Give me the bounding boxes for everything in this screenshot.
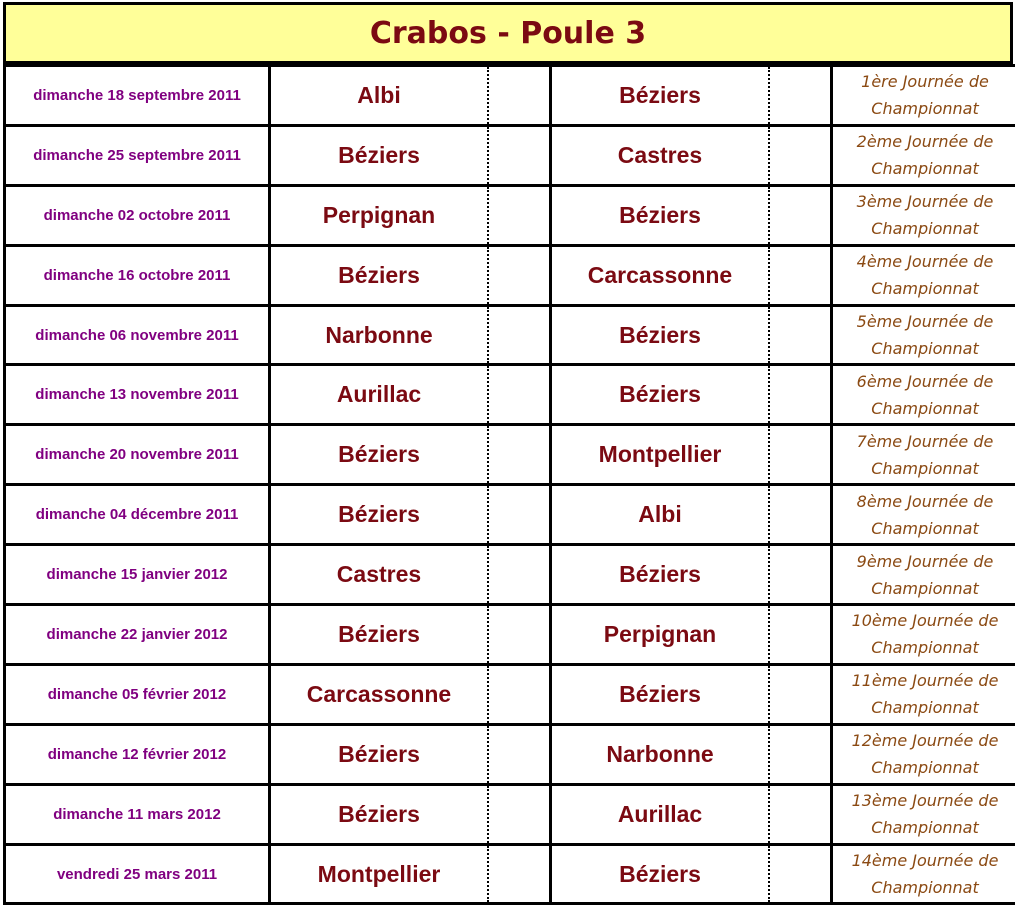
round-suffix: Championnat bbox=[871, 458, 979, 478]
round-number: 9ème Journée de bbox=[856, 551, 994, 571]
away-score-cell bbox=[769, 784, 832, 844]
round-suffix: Championnat bbox=[871, 818, 979, 838]
match-date: dimanche 15 janvier 2012 bbox=[5, 545, 270, 605]
table-row bbox=[5, 66, 1015, 126]
round-label bbox=[832, 125, 1015, 185]
table-row bbox=[5, 365, 1015, 425]
round-label bbox=[832, 605, 1015, 665]
match-date: dimanche 13 novembre 2011 bbox=[5, 365, 270, 425]
away-team: Castres bbox=[551, 125, 770, 185]
home-score-cell bbox=[488, 125, 551, 185]
away-score-cell bbox=[769, 185, 832, 245]
round-suffix: Championnat bbox=[871, 518, 979, 538]
match-date: dimanche 20 novembre 2011 bbox=[5, 425, 270, 485]
home-team: Béziers bbox=[270, 485, 489, 545]
table-row bbox=[5, 305, 1015, 365]
round-label bbox=[832, 245, 1015, 305]
away-team: Béziers bbox=[551, 185, 770, 245]
round-number: 11ème Journée de bbox=[851, 671, 999, 691]
home-team: Perpignan bbox=[270, 185, 489, 245]
schedule-table bbox=[3, 64, 1015, 905]
schedule-sheet bbox=[3, 2, 1013, 911]
away-team: Carcassonne bbox=[551, 245, 770, 305]
round-suffix: Championnat bbox=[871, 279, 979, 299]
page-title: Crabos - Poule 3 bbox=[3, 2, 1013, 64]
round-suffix: Championnat bbox=[871, 159, 979, 179]
home-score-cell bbox=[488, 784, 551, 844]
away-score-cell bbox=[769, 425, 832, 485]
round-label bbox=[832, 66, 1015, 126]
table-row bbox=[5, 485, 1015, 545]
match-date: dimanche 25 septembre 2011 bbox=[5, 125, 270, 185]
round-label bbox=[832, 664, 1015, 724]
home-score-cell bbox=[488, 66, 551, 126]
round-number: 5ème Journée de bbox=[856, 312, 994, 331]
round-label bbox=[832, 784, 1015, 844]
home-team: Béziers bbox=[270, 245, 489, 305]
home-score-cell bbox=[488, 305, 551, 365]
table-row bbox=[5, 664, 1015, 724]
home-team: Béziers bbox=[270, 425, 489, 485]
round-label bbox=[832, 545, 1015, 605]
match-date: dimanche 22 janvier 2012 bbox=[5, 605, 270, 665]
home-team: Castres bbox=[270, 545, 489, 605]
away-score-cell bbox=[769, 844, 832, 904]
away-score-cell bbox=[769, 125, 832, 185]
table-row bbox=[5, 844, 1015, 904]
round-suffix: Championnat bbox=[871, 578, 979, 598]
away-team: Béziers bbox=[551, 664, 770, 724]
home-team: Béziers bbox=[270, 784, 489, 844]
match-date: dimanche 18 septembre 2011 bbox=[5, 66, 270, 126]
home-score-cell bbox=[488, 844, 551, 904]
round-suffix: Championnat bbox=[871, 758, 979, 778]
schedule-body bbox=[5, 66, 1015, 904]
match-date: dimanche 12 février 2012 bbox=[5, 724, 270, 784]
round-number: 10ème Journée de bbox=[851, 611, 999, 631]
home-score-cell bbox=[488, 664, 551, 724]
away-score-cell bbox=[769, 245, 832, 305]
home-team: Béziers bbox=[270, 724, 489, 784]
match-date: dimanche 02 octobre 2011 bbox=[5, 185, 270, 245]
round-suffix: Championnat bbox=[871, 638, 979, 658]
round-suffix: Championnat bbox=[871, 878, 979, 898]
round-suffix: Championnat bbox=[871, 698, 979, 718]
home-team: Narbonne bbox=[270, 305, 489, 365]
match-date: dimanche 05 février 2012 bbox=[5, 664, 270, 724]
round-suffix: Championnat bbox=[871, 339, 979, 358]
away-score-cell bbox=[769, 664, 832, 724]
round-number: 2ème Journée de bbox=[856, 132, 994, 152]
away-team: Albi bbox=[551, 485, 770, 545]
home-score-cell bbox=[488, 185, 551, 245]
round-number: 3ème Journée de bbox=[856, 192, 994, 212]
round-suffix: Championnat bbox=[871, 219, 979, 239]
round-suffix: Championnat bbox=[871, 99, 979, 119]
round-number: 14ème Journée de bbox=[851, 851, 999, 871]
table-row bbox=[5, 605, 1015, 665]
table-row bbox=[5, 545, 1015, 605]
home-score-cell bbox=[488, 425, 551, 485]
round-number: 12ème Journée de bbox=[851, 731, 999, 751]
home-team: Béziers bbox=[270, 125, 489, 185]
home-team: Albi bbox=[270, 66, 489, 126]
home-score-cell bbox=[488, 605, 551, 665]
round-number: 1ère Journée de bbox=[861, 72, 989, 92]
round-number: 8ème Journée de bbox=[856, 491, 994, 511]
home-score-cell bbox=[488, 365, 551, 425]
table-row bbox=[5, 784, 1015, 844]
away-score-cell bbox=[769, 545, 832, 605]
away-team: Béziers bbox=[551, 545, 770, 605]
round-label bbox=[832, 185, 1015, 245]
away-team: Béziers bbox=[551, 844, 770, 904]
round-label bbox=[832, 485, 1015, 545]
away-team: Aurillac bbox=[551, 784, 770, 844]
away-score-cell bbox=[769, 365, 832, 425]
home-team: Carcassonne bbox=[270, 664, 489, 724]
match-date: dimanche 11 mars 2012 bbox=[5, 784, 270, 844]
table-row bbox=[5, 425, 1015, 485]
away-team: Béziers bbox=[551, 66, 770, 126]
match-date: vendredi 25 mars 2011 bbox=[5, 844, 270, 904]
home-score-cell bbox=[488, 485, 551, 545]
round-number: 4ème Journée de bbox=[856, 252, 994, 272]
home-team: Béziers bbox=[270, 605, 489, 665]
round-label bbox=[832, 305, 1015, 365]
home-team: Aurillac bbox=[270, 365, 489, 425]
away-team: Béziers bbox=[551, 305, 770, 365]
away-team: Béziers bbox=[551, 365, 770, 425]
table-row bbox=[5, 724, 1015, 784]
round-number: 7ème Journée de bbox=[856, 431, 994, 451]
round-number: 13ème Journée de bbox=[851, 791, 999, 811]
round-label bbox=[832, 425, 1015, 485]
table-row bbox=[5, 185, 1015, 245]
round-label bbox=[832, 844, 1015, 904]
away-team: Narbonne bbox=[551, 724, 770, 784]
match-date: dimanche 16 octobre 2011 bbox=[5, 245, 270, 305]
away-score-cell bbox=[769, 605, 832, 665]
table-row bbox=[5, 125, 1015, 185]
round-suffix: Championnat bbox=[871, 398, 979, 418]
home-team: Montpellier bbox=[270, 844, 489, 904]
away-score-cell bbox=[769, 66, 832, 126]
away-score-cell bbox=[769, 485, 832, 545]
home-score-cell bbox=[488, 245, 551, 305]
home-score-cell bbox=[488, 724, 551, 784]
match-date: dimanche 06 novembre 2011 bbox=[5, 305, 270, 365]
away-team: Montpellier bbox=[551, 425, 770, 485]
match-date: dimanche 04 décembre 2011 bbox=[5, 485, 270, 545]
home-score-cell bbox=[488, 545, 551, 605]
away-score-cell bbox=[769, 305, 832, 365]
round-number: 6ème Journée de bbox=[856, 371, 994, 391]
table-row bbox=[5, 245, 1015, 305]
round-label bbox=[832, 724, 1015, 784]
away-team: Perpignan bbox=[551, 605, 770, 665]
round-label bbox=[832, 365, 1015, 425]
away-score-cell bbox=[769, 724, 832, 784]
